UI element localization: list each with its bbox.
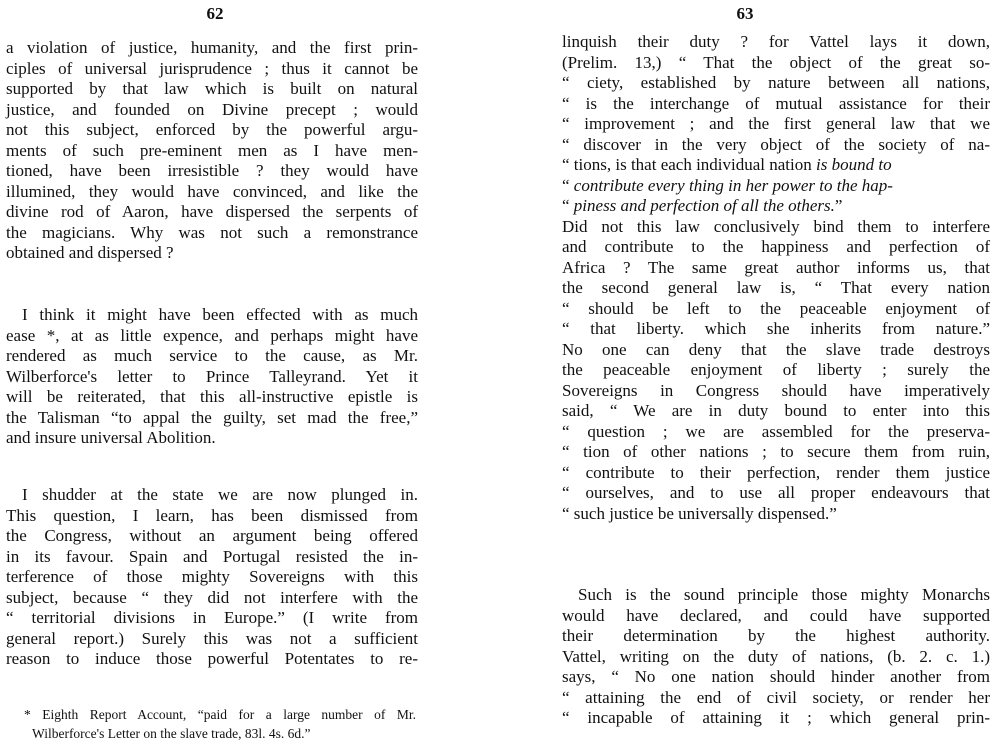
text-line: ments of such pre-eminent men as I have men- xyxy=(6,140,418,160)
text-fragment: “ tions, is that each individual nation xyxy=(562,155,812,174)
text-line: terference of those mighty Sovereigns with this xyxy=(6,567,418,586)
text-line: the Congress, without an argument being offered xyxy=(6,526,418,545)
text-line: subject, because “ they did not interfere with the xyxy=(6,587,418,607)
text-line: the peaceable enjoyment of liberty ; surely the xyxy=(562,360,990,379)
text-line: “ such justice be universally dispensed.” xyxy=(562,503,837,523)
text-line: I think it might have been effected with as much xyxy=(22,305,418,324)
text-line: “ should be left to the peaceable enjoyment of xyxy=(562,298,990,318)
text-line: Sovereigns in Congress should have imperatively xyxy=(562,380,990,400)
paragraph-3 xyxy=(6,485,418,670)
italic-fragment: contribute every thing in her power to the hap- xyxy=(573,175,893,195)
text-line: their determination by the highest authority. xyxy=(562,626,990,645)
text-line: “ contribute to their perfection, render them justice xyxy=(562,462,990,482)
text-line: supported by that law which is built on natural xyxy=(6,79,418,98)
text-line: illumined, they would have convinced, and like the xyxy=(6,181,418,201)
paragraph-1 xyxy=(6,38,418,264)
text-line: Wilberforce's letter to Prince Talleyrand. Yet it xyxy=(6,366,418,386)
text-line: Did not this law conclusively bind them to interfere xyxy=(562,216,990,236)
text-line: and contribute to the happiness and perfection of xyxy=(562,237,990,256)
text-line: “ that liberty. which she inherits from nature.” xyxy=(562,319,990,338)
text-line: “ piness and perfection of all the others.” xyxy=(562,196,843,215)
text-line: tioned, have been irresistible ? they would have xyxy=(6,161,418,180)
page-number-left: 62 xyxy=(206,4,224,23)
text-line: obtained and dispersed ? xyxy=(6,243,174,262)
text-line: not this subject, enforced by the powerful argu- xyxy=(6,120,418,139)
text-line: No one can deny that the slave trade destroys xyxy=(562,339,990,359)
text-line: (Prelim. 13,) “ That the object of the great so- xyxy=(562,52,990,72)
text-line: “ territorial divisions in Europe.” (I write from xyxy=(6,608,418,627)
text-line: “ tion of other nations ; to secure them from ruin, xyxy=(562,442,990,461)
text-line xyxy=(562,155,990,176)
text-line: This question, I learn, has been dismissed from xyxy=(6,505,418,525)
text-line: justice, and founded on Divine precept ; would xyxy=(6,99,418,119)
text-line: Vattel, writing on the duty of nations, (b. 2. c. 1.) xyxy=(562,646,990,666)
text-line: rendered as much service to the cause, as Mr. xyxy=(6,346,418,365)
text-line: “ question ; we are assembled for the preserva- xyxy=(562,421,990,441)
text-line: says, “ No one nation should hinder another from xyxy=(562,667,990,686)
text-line: Africa ? The same great author informs us, that xyxy=(562,257,990,277)
text-line: “ is the interchange of mutual assistance for their xyxy=(562,93,990,113)
text-line: “ attaining the end of civil society, or render her xyxy=(562,687,990,707)
text-line: “ ciety, established by nature between all nations, xyxy=(562,73,990,92)
text-line: I shudder at the state we are now plunged in. xyxy=(22,485,418,504)
text-line: “ ourselves, and to use all proper endeavours that xyxy=(562,483,990,502)
text-line: “ contribute every thing in her power to the hap- xyxy=(562,175,893,195)
text-line: “ incapable of attaining it ; which general prin- xyxy=(562,708,990,727)
text-line: said, “ We are in duty bound to enter into this xyxy=(562,401,990,420)
paragraph-4 xyxy=(562,32,990,524)
footnote xyxy=(24,705,416,743)
text-line: divine rod of Aaron, have dispersed the serpents of xyxy=(6,202,418,221)
text-line: will be reiterated, that this all-instructive epistle is xyxy=(6,387,418,406)
paragraph-5 xyxy=(562,585,990,729)
footnote-line: Wilberforce's Letter on the slave trade, 83l. 4s. 6d.” xyxy=(32,726,311,741)
text-line: ciples of universal jurisprudence ; thus it cannot be xyxy=(6,58,418,78)
text-line: would have declared, and could have supported xyxy=(562,605,990,625)
text-line: the second general law is, “ That every nation xyxy=(562,278,990,297)
text-line: and insure universal Abolition. xyxy=(6,428,216,447)
text-line: “ discover in the very object of the society of na- xyxy=(562,134,990,154)
text-line: a violation of justice, humanity, and the first prin- xyxy=(6,38,418,57)
text-line: the Talisman “to appal the guilty, set mad the free,” xyxy=(6,407,418,427)
italic-fragment: is bound to xyxy=(816,155,892,174)
page-number-right: 63 xyxy=(736,4,754,23)
text-line: in its favour. Spain and Portugal resisted the in- xyxy=(6,546,418,566)
text-line: reason to induce those powerful Potentates to re- xyxy=(6,649,418,668)
text-line: “ improvement ; and the first general law that we xyxy=(562,114,990,133)
text-line: linquish their duty ? for Vattel lays it down, xyxy=(562,32,990,51)
text-line: general report.) Surely this was not a sufficient xyxy=(6,628,418,648)
left-page xyxy=(0,0,470,753)
text-line: Such is the sound principle those mighty Monarchs xyxy=(578,585,990,604)
italic-fragment: piness and perfection of all the others. xyxy=(573,196,835,215)
text-line: the magicians. Why was not such a remonstrance xyxy=(6,222,418,242)
right-page xyxy=(540,0,1000,753)
text-line: ease *, at as little expence, and perhaps might have xyxy=(6,325,418,345)
paragraph-2 xyxy=(6,305,418,449)
footnote-line: * Eighth Report Account, “paid for a large number of Mr. xyxy=(24,707,416,722)
